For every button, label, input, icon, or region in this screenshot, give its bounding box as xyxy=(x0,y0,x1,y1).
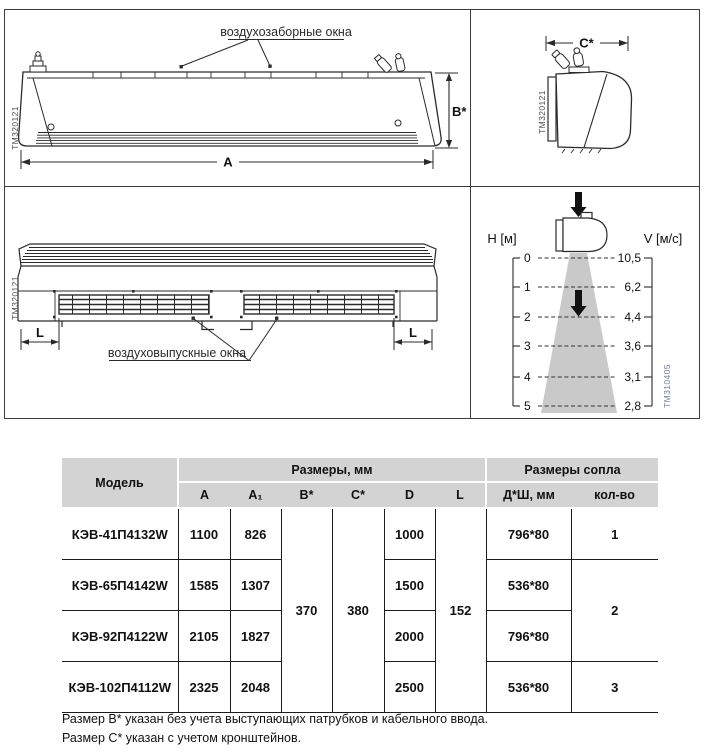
cell-model: КЭВ-102П4112W xyxy=(62,662,178,713)
col-header-a: A xyxy=(178,482,230,508)
col-header-b: B* xyxy=(281,482,332,508)
col-header-d: D xyxy=(384,482,435,508)
col-header-model: Модель xyxy=(62,458,178,508)
cell-c-shared: 380 xyxy=(332,508,384,713)
table-row xyxy=(62,508,658,560)
col-header-c: C* xyxy=(332,482,384,508)
svg-text:2: 2 xyxy=(524,310,531,324)
cell-b-shared: 370 xyxy=(281,508,332,713)
svg-text:4: 4 xyxy=(524,370,531,384)
cell-d: 2500 xyxy=(384,662,435,713)
panel-side-view xyxy=(471,10,699,187)
outlet-grille-right xyxy=(244,295,394,314)
col-header-nozzle: Д*Ш, мм xyxy=(486,482,571,508)
cell-a: 2325 xyxy=(178,662,230,713)
cell-a: 1585 xyxy=(178,560,230,611)
footnote-b: Размер B* указан без учета выступающих патрубков и кабельного ввода. xyxy=(62,712,489,726)
col-group-nozzle: Размеры сопла xyxy=(486,458,658,482)
dim-c xyxy=(546,36,628,52)
airflow-diagram xyxy=(471,187,698,417)
tm-code: ТМ320121 xyxy=(10,106,20,150)
svg-text:воздуховыпускные окна: воздуховыпускные окна xyxy=(107,346,247,360)
svg-text:1: 1 xyxy=(524,280,531,294)
cell-a1: 2048 xyxy=(230,662,281,713)
svg-text:6,2: 6,2 xyxy=(624,280,641,294)
svg-text:2,8: 2,8 xyxy=(624,399,641,413)
outlet-windows-callout xyxy=(108,317,278,361)
panel-front-view xyxy=(5,10,471,187)
tm-code: ТМ310405 xyxy=(662,364,672,408)
svg-text:4,4: 4,4 xyxy=(624,310,641,324)
cell-a: 2105 xyxy=(178,611,230,662)
air-curtain-front-outline xyxy=(19,52,442,146)
front-view-drawing xyxy=(5,10,471,186)
height-axis-label: H [м] xyxy=(487,231,517,246)
svg-text:3: 3 xyxy=(524,339,531,353)
cell-d: 1500 xyxy=(384,560,435,611)
dim-l-left xyxy=(21,318,59,350)
cell-d: 1000 xyxy=(384,508,435,560)
cell-a: 1100 xyxy=(178,508,230,560)
height-tick-labels xyxy=(524,251,531,413)
height-scale-bracket xyxy=(513,258,520,406)
panel-airflow-diagram xyxy=(471,187,699,418)
panel-bottom-view xyxy=(5,187,471,418)
svg-text:L: L xyxy=(36,325,44,340)
velocity-scale-bracket xyxy=(644,258,652,406)
intake-windows-callout: воздухозаборные окна xyxy=(220,25,352,39)
cable-gland xyxy=(374,53,406,73)
cell-nozzle: 536*80 xyxy=(486,560,571,611)
col-header-l: L xyxy=(435,482,486,508)
svg-text:L: L xyxy=(409,325,417,340)
bottom-hatch xyxy=(562,149,601,153)
cell-nozzle: 536*80 xyxy=(486,662,571,713)
bottom-view-drawing xyxy=(5,187,469,417)
dim-a-label: A xyxy=(223,154,233,170)
cell-model: КЭВ-41П4132W xyxy=(62,508,178,560)
cell-model: КЭВ-92П4122W xyxy=(62,611,178,662)
drawing-grid xyxy=(4,9,700,419)
cell-l-shared: 152 xyxy=(435,508,486,713)
tm-code: ТМ320121 xyxy=(10,276,20,320)
cell-nozzle: 796*80 xyxy=(486,508,571,560)
svg-text:5: 5 xyxy=(524,399,531,413)
airflow-cone xyxy=(541,253,617,413)
cell-d: 2000 xyxy=(384,611,435,662)
side-view-drawing xyxy=(471,10,698,186)
velocity-axis-label: V [м/с] xyxy=(643,231,683,246)
cell-qty-shared: 2 xyxy=(571,560,658,662)
svg-text:0: 0 xyxy=(524,251,531,265)
footnote-c: Размер C* указан с учетом кронштейнов. xyxy=(62,731,302,745)
air-curtain-side-outline xyxy=(548,47,632,153)
col-header-qty: кол-во xyxy=(571,482,658,508)
tm-code: ТМ320121 xyxy=(537,90,547,134)
col-header-a1: A₁ xyxy=(230,482,281,508)
cell-qty: 1 xyxy=(571,508,658,560)
air-curtain-icon xyxy=(556,213,607,252)
dimensions-table xyxy=(62,458,658,713)
col-group-dimensions: Размеры, мм xyxy=(178,458,486,482)
cell-a1: 826 xyxy=(230,508,281,560)
footnotes xyxy=(62,710,488,748)
cell-a1: 1827 xyxy=(230,611,281,662)
dim-c-label: C* xyxy=(579,35,594,51)
cell-qty: 3 xyxy=(571,662,658,713)
pipe-fitting xyxy=(30,52,46,72)
velocity-tick-labels xyxy=(618,251,642,413)
cell-model: КЭВ-65П4142W xyxy=(62,560,178,611)
dim-a xyxy=(21,150,433,170)
mounting-hooks xyxy=(62,321,393,330)
svg-text:3,6: 3,6 xyxy=(624,339,641,353)
dim-b-label: B* xyxy=(452,104,467,119)
svg-text:3,1: 3,1 xyxy=(624,370,641,384)
cell-nozzle: 796*80 xyxy=(486,611,571,662)
outlet-grille-left xyxy=(59,295,209,314)
top-rib-band xyxy=(19,244,436,266)
cell-a1: 1307 xyxy=(230,560,281,611)
dim-l-right xyxy=(394,318,432,350)
svg-text:10,5: 10,5 xyxy=(617,251,641,265)
